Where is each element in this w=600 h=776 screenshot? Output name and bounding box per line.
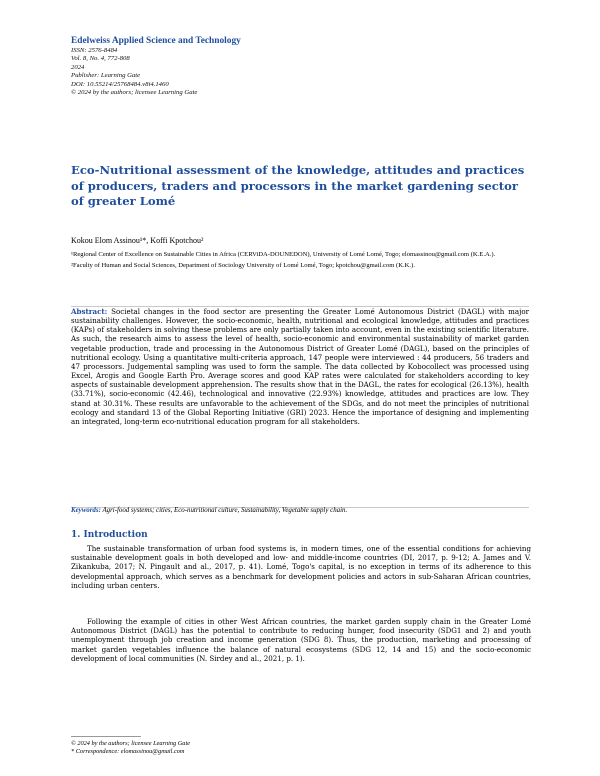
abstract-label: Abstract: [71, 307, 108, 316]
year: 2024 [71, 63, 85, 71]
abstract-box [71, 306, 529, 508]
abstract-text: Societal changes in the food sector are presenting the Greater Lomé Autonomous District (DAGL) with major sustainability challenges. However, the socio-economic, health, nutritional and ecological knowledge, attitudes and practices (KAPs) of stakeholders in solving these problems are only partially taken into account, even in the existing scientific literature. As such, the research aims to assess the level of health, socio-economic and environmental sustainability of market garden vegetable production, trade and processing in the Autonomous District of Greater Lomé (DAGL), based on the principles of nutritional ecology. Using a quantitative multi-criteria approach, 147 people were interviewed : 44 producers, 56 traders and 47 processors. Judgemental sampling was used to form the sample. The data collected by Kobocollect was processed using Excel, Arcgis and Google Earth Pro. Average scores and good KAP rates were calculated for stakeholders according to key aspects of sustainable development apprehension. The results show that in the DAGL, the rates for ecological (26.13%), health (33.71%), socio-economic (42.46), technological and innovative (22.93%) knowledge, attitudes and practices are low. They stand at 30.31%. These results are unfavorable to the achievement of the SDGs, and do not meet the principles of nutritional ecology and standard 13 of the Global Reporting Initiative (GRI) 2023. Hence the importance of designing and implementing an integrated, long-term eco-nutritional education program for all stakeholders. [71, 307, 529, 426]
journal-header [71, 36, 531, 97]
volume-info: Vol. 8, No. 4, 772-808 [71, 55, 130, 63]
footer-copyright: © 2024 by the authors; licensee Learning Gate [71, 740, 190, 747]
paper-title: Eco-Nutritional assessment of the knowledge, attitudes and practices of producers, traders and processors in the market gardening sector of greater Lomé [71, 163, 525, 208]
keywords-text: Agri-food systems; cities, Eco-nutritional culture, Sustainability, Vegetable supply chain. [100, 507, 348, 514]
paragraph-1: The sustainable transformation of urban food systems is, in modern times, one of the essential conditions for achieving sustainable development goals in both developed and low- and middle-income countries (DI, 2017, p. 9-12; A. James and V. Zikankuba, 2017; N. Pingault and al., 2017, p. 41). Lomé, Togo's capital, is no exception in terms of its adherence to this developmental approach, which serves as a benchmark for development policies and actors in sub-Saharan African countries, including urban centers. [71, 544, 531, 590]
publisher: Publisher: Learning Gate [71, 72, 141, 80]
section-heading: 1. Introduction [71, 530, 148, 540]
doi: DOI: 10.55214/25768484.v8i4.1460 [71, 80, 169, 88]
keywords [71, 506, 531, 515]
affiliations [71, 250, 531, 272]
paragraph-2: Following the example of cities in other West African countries, the market garden supply chain in the Greater Lomé Autonomous District (DAGL) has the potential to contribute to reducing hunger, food insecurity (SDG1 and 2) and youth unemployment through job creation and income generation (SDG 8). Thus, the production, marketing and processing of market garden vegetables influence the balance of natural ecosystems (SDG 12, 14 and 15) and the socio-economic development of local communities (N. Sirdey and al., 2021, p. 1). [71, 617, 531, 663]
journal-name: Edelweiss Applied Science and Technology [71, 36, 241, 46]
authors: Kokou Elom Assinou¹*, Koffi Kpotchou² [71, 236, 204, 245]
keywords-label: Keywords: [71, 507, 101, 514]
footer-divider [71, 736, 141, 737]
affiliation-1: ¹Regional Center of Excellence on Sustainable Cities in Africa (CERViDA-DOUNEDON), University of Lomé Lomé, Togo; elomassinou@gmail.com (K.E.A.). [71, 251, 496, 258]
affiliation-2: ²Faculty of Human and Social Sciences, Department of Sociology University of Lomé Lomé, Togo; kpotchou@gmail.com (K.K.). [71, 262, 415, 269]
issn: ISSN: 2576-8484 [71, 47, 118, 54]
footer-correspondence: * Correspondence: elomassinou@gmail.com [71, 748, 185, 755]
footer [71, 740, 531, 756]
copyright: © 2024 by the authors; licensee Learning Gate [71, 89, 198, 97]
